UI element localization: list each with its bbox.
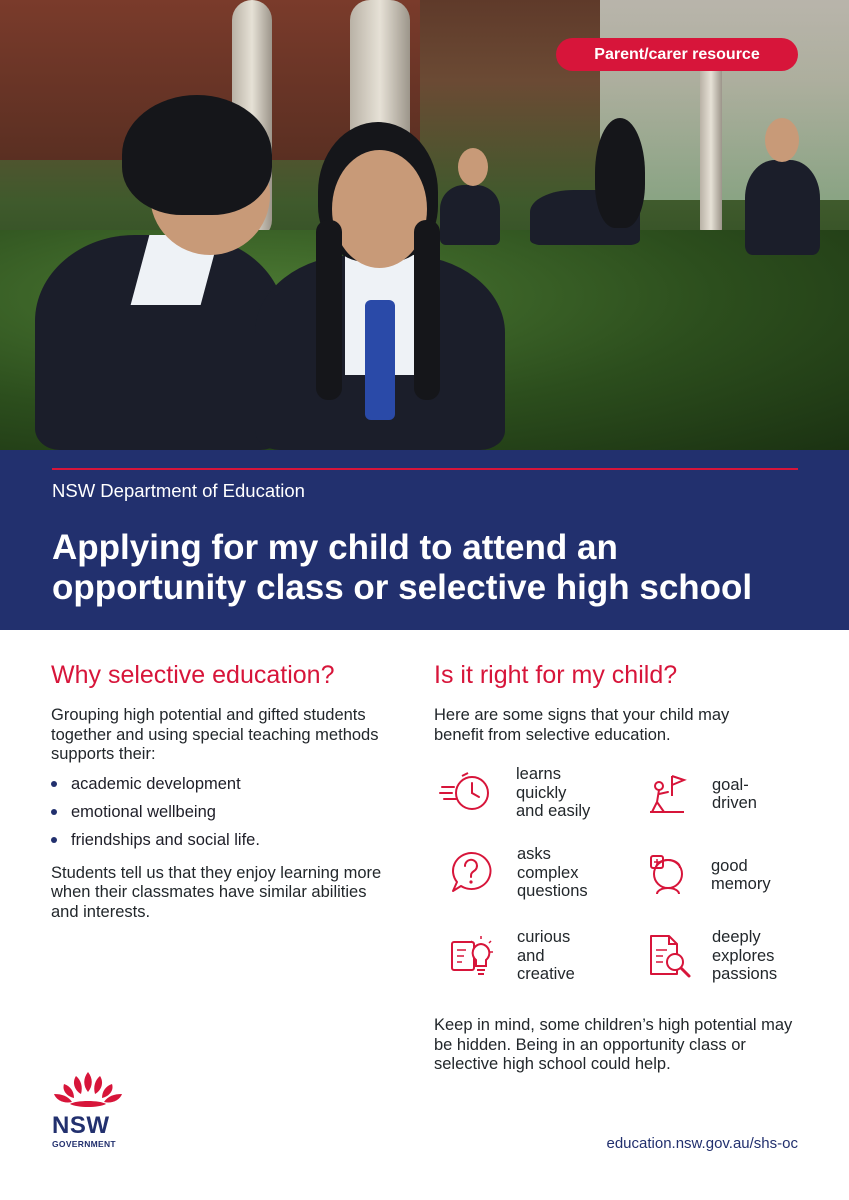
background-student-face [458, 148, 488, 186]
why-intro: Grouping high potential and gifted students together and using special teaching methods supports their: [51, 706, 379, 763]
sign-label: good memory [711, 856, 771, 893]
why-bullet-list [51, 774, 391, 858]
sign-label: goal- driven [712, 775, 757, 812]
nsw-logo-text: NSW [52, 1112, 110, 1139]
why-closing: Students tell us that they enjoy learning more when their classmates have similar abilities and interests. [51, 863, 382, 921]
why-heading: Why selective education? [51, 661, 335, 689]
background-student-face [765, 118, 799, 162]
right-intro: Here are some signs that your child may benefit from selective education. [434, 706, 730, 744]
sign-label: deeply explores passions [712, 928, 778, 983]
bullet-dot [51, 837, 57, 843]
parent-carer-badge: Parent/carer resource [556, 38, 798, 71]
title-banner [0, 450, 849, 630]
sign-asks-questions [448, 845, 588, 901]
bullet-text: academic development [71, 774, 241, 793]
lightbulb-idea-icon [448, 932, 496, 980]
right-for-child-section [434, 660, 814, 745]
fast-clock-icon [438, 767, 494, 819]
bullet-text: emotional wellbeing [71, 802, 216, 821]
bullet-item [51, 802, 391, 830]
document-magnifier-icon [647, 932, 693, 980]
right-heading: Is it right for my child? [434, 661, 678, 689]
student-girl-braid [316, 220, 342, 400]
sign-explores-passions [647, 928, 777, 984]
bullet-item [51, 830, 391, 858]
sign-good-memory [645, 852, 771, 898]
bullet-text: friendships and social life. [71, 830, 260, 849]
background-student-hair [595, 118, 645, 228]
tree-trunk [700, 60, 722, 240]
hero-photo [0, 0, 849, 450]
background-student [440, 185, 500, 245]
student-girl-braid [414, 220, 440, 400]
bullet-dot [51, 809, 57, 815]
why-section [51, 660, 391, 922]
climb-flag-icon [644, 772, 690, 816]
page-title: Applying for my child to attend an opportunity class or selective high school [52, 528, 753, 607]
bullet-dot [51, 781, 57, 787]
department-name: NSW Department of Education [52, 480, 305, 501]
memory-head-icon [645, 852, 691, 898]
sign-curious-creative [448, 928, 575, 984]
student-girl-tie [365, 300, 395, 420]
sign-goal-driven [644, 772, 757, 816]
website-url[interactable]: education.nsw.gov.au/shs-oc [606, 1135, 798, 1152]
sign-label: learns quickly and easily [516, 765, 591, 820]
question-bubble-icon [448, 849, 494, 897]
waratah-logo-icon [50, 1068, 126, 1112]
student-girl-face [332, 150, 427, 268]
student-boy-hair [122, 95, 272, 215]
sign-learns-quickly [438, 765, 590, 821]
keep-in-mind-note: Keep in mind, some children’s high potential may be hidden. Being in an opportunity class or selective high school could help. [434, 1016, 793, 1073]
banner-divider [52, 468, 798, 470]
bullet-item [51, 774, 391, 802]
government-logo-text: GOVERNMENT [52, 1139, 116, 1149]
sign-label: asks complex questions [517, 845, 588, 900]
sign-label: curious and creative [517, 928, 575, 983]
background-student [745, 160, 820, 255]
